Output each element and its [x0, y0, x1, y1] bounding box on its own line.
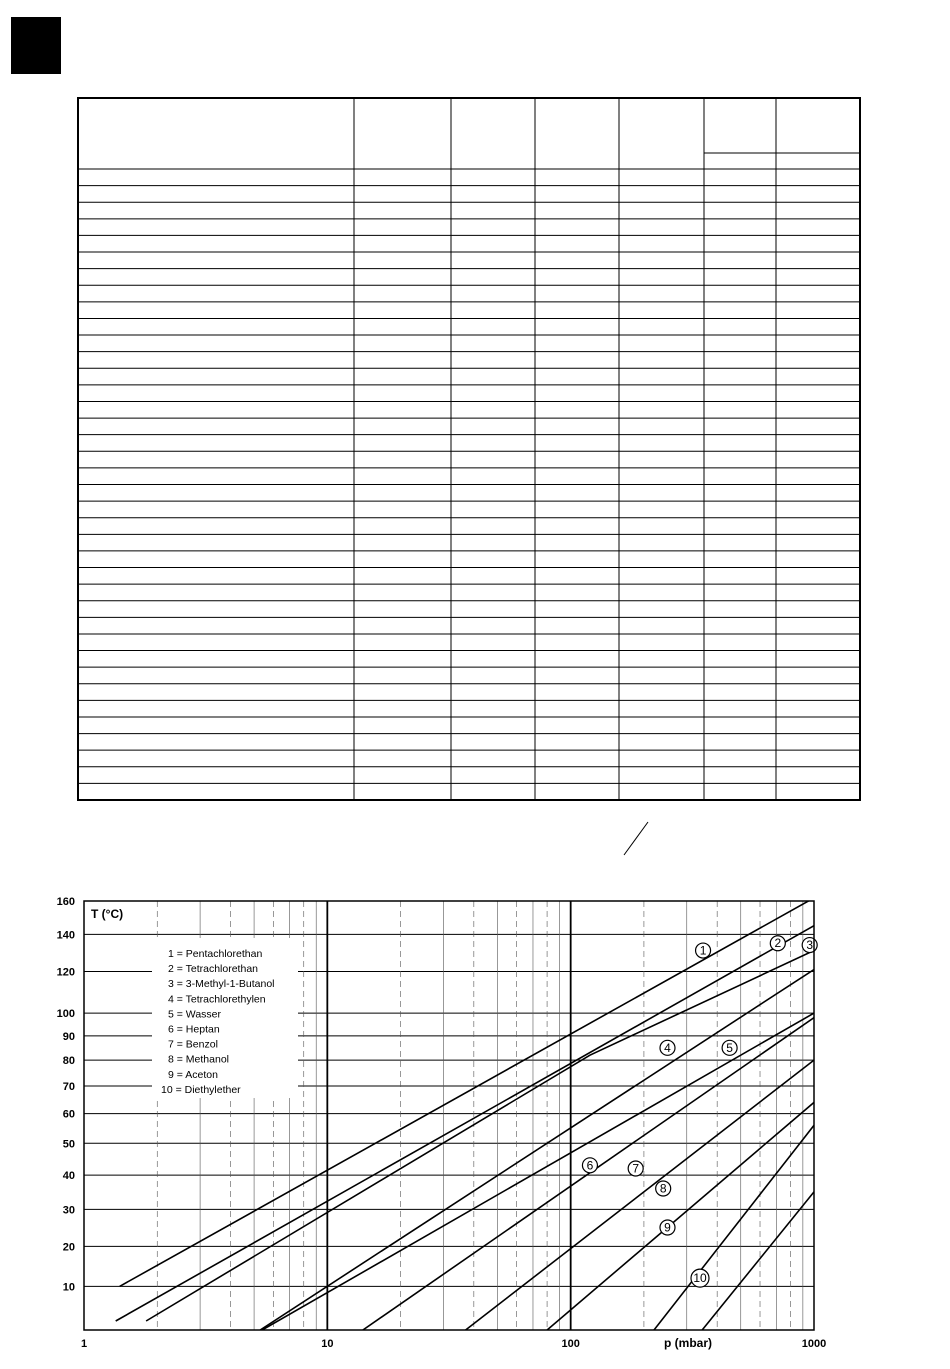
y-tick-label: 80 [62, 1055, 75, 1068]
y-tick-label: 60 [62, 1108, 75, 1121]
slash-mark [620, 820, 652, 858]
legend-entry: 1 = Pentachlorethan [168, 948, 263, 960]
legend-entry: 5 = Wasser [168, 1008, 222, 1021]
legend-entry: 9 = Aceton [168, 1068, 218, 1081]
x-tick-label: 100 [561, 1338, 580, 1350]
data-table [77, 97, 861, 801]
series-marker-label: 8 [659, 1181, 667, 1196]
y-axis-label: T (°C) [91, 907, 124, 921]
table-border [78, 98, 860, 800]
y-tick-label: 90 [62, 1030, 75, 1043]
series-marker-label: 5 [726, 1040, 733, 1055]
x-tick-label: 10 [321, 1338, 334, 1350]
series-marker-6 [582, 1158, 597, 1173]
series-marker-label: 6 [586, 1158, 594, 1173]
series-marker-2 [770, 936, 785, 951]
y-tick-label: 100 [56, 1008, 75, 1021]
series-marker-7 [628, 1161, 643, 1176]
series-line-4 [260, 970, 814, 1331]
series-marker-1 [696, 943, 711, 958]
y-tick-label: 30 [62, 1204, 75, 1217]
legend-entry: 3 = 3-Methyl-1-Butanol [168, 978, 275, 991]
series-marker-8 [656, 1181, 671, 1196]
legend-entry: 10 = Diethylether [161, 1083, 241, 1096]
series-marker-label: 3 [806, 938, 814, 953]
series-marker-label: 9 [664, 1220, 671, 1235]
series-marker-4 [660, 1040, 675, 1055]
y-tick-label: 20 [62, 1241, 75, 1254]
x-tick-label: 1000 [801, 1338, 827, 1350]
chapter-tab-marker [11, 17, 61, 74]
series-marker-label: 10 [693, 1271, 707, 1286]
series-marker-label: 1 [699, 943, 707, 958]
legend-entry: 4 = Tetrachlorethylen [168, 993, 266, 1006]
y-tick-label: 50 [62, 1138, 75, 1151]
x-axis-label: p (mbar) [664, 1336, 712, 1350]
legend-entry: 6 = Heptan [168, 1023, 220, 1036]
series-marker-10 [691, 1269, 709, 1287]
vapor-pressure-chart [0, 880, 950, 1369]
series-marker-3 [802, 938, 817, 953]
series-marker-9 [660, 1220, 675, 1235]
y-tick-label: 40 [62, 1170, 75, 1183]
y-tick-label: 120 [56, 966, 75, 979]
legend-entry: 2 = Tetrachlorethan [168, 963, 258, 976]
legend-entry: 8 = Methanol [168, 1053, 230, 1066]
legend-entry: 7 = Benzol [168, 1038, 218, 1051]
y-tick-label: 10 [62, 1281, 75, 1294]
series-marker-label: 2 [774, 936, 782, 951]
y-tick-label: 160 [56, 896, 75, 908]
y-tick-label: 70 [62, 1081, 75, 1094]
series-marker-5 [722, 1040, 737, 1055]
x-tick-label: 1 [80, 1338, 88, 1350]
series-line-7 [466, 1060, 814, 1330]
series-marker-label: 4 [664, 1040, 671, 1055]
y-tick-label: 140 [56, 929, 75, 942]
series-marker-label: 7 [632, 1161, 640, 1176]
series-line-6 [363, 1018, 814, 1330]
series-line-9 [654, 1125, 814, 1330]
